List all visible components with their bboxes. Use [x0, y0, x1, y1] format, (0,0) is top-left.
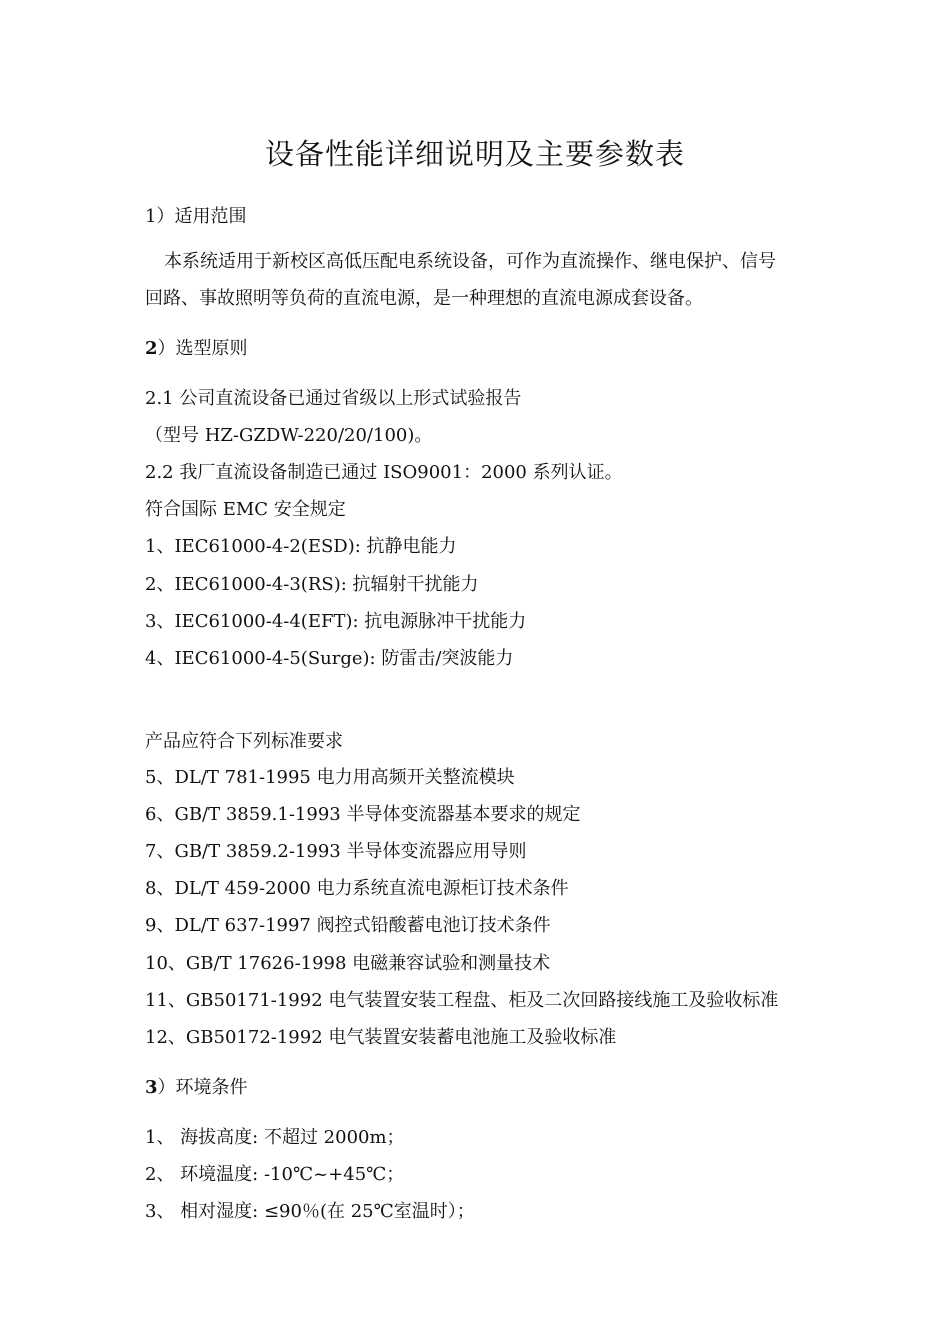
section2-line: 2.1 公司直流设备已通过省级以上形式试验报告	[145, 388, 522, 409]
standard-item: 8、DL/T 459-2000 电力系统直流电源柜订技术条件	[145, 878, 569, 899]
standard-item: 9、DL/T 637-1997 阀控式铅酸蓄电池订技术条件	[145, 915, 551, 936]
standard-item: 7、GB/T 3859.2-1993 半导体变流器应用导则	[145, 841, 527, 862]
environment-item: 2、 环境温度: -10℃~+45℃；	[145, 1164, 405, 1185]
standard-item: 12、GB50172-1992 电气装置安装蓄电池施工及验收标准	[145, 1027, 617, 1048]
section1-paragraph-line2: 回路、事故照明等负荷的直流电源，是一种理想的直流电源成套设备。	[145, 288, 703, 309]
section2-heading	[145, 337, 248, 361]
emc-item: 3、IEC61000-4-4(EFT): 抗电源脉冲干扰能力	[145, 611, 527, 632]
standard-item: 11、GB50171-1992 电气装置安装工程盘、柜及二次回路接线施工及验收标准	[145, 990, 779, 1011]
section2-heading-text: ）选型原则	[157, 338, 248, 359]
section3-heading	[145, 1076, 248, 1100]
section2-line: 2.2 我厂直流设备制造已通过 ISO9001：2000 系列认证。	[145, 462, 623, 483]
environment-item: 1、 海拔高度: 不超过 2000m；	[145, 1127, 405, 1148]
section1-paragraph-line1: 本系统适用于新校区高低压配电系统设备，可作为直流操作、继电保护、信号	[164, 251, 776, 272]
standard-item: 10、GB/T 17626-1998 电磁兼容试验和测量技术	[145, 953, 551, 974]
emc-item: 4、IEC61000-4-5(Surge): 防雷击/突波能力	[145, 648, 514, 669]
standard-item: 6、GB/T 3859.1-1993 半导体变流器基本要求的规定	[145, 804, 581, 825]
standards-heading: 产品应符合下列标准要求	[145, 731, 343, 752]
section2-line: （型号 HZ-GZDW-220/20/100)。	[145, 425, 433, 446]
section1-heading: 1）适用范围	[145, 206, 247, 227]
section3-heading-number: 3	[145, 1077, 158, 1098]
emc-item: 1、IEC61000-4-2(ESD): 抗静电能力	[145, 536, 457, 557]
document-title: 设备性能详细说明及主要参数表	[264, 137, 685, 171]
section3-heading-text: ）环境条件	[157, 1077, 248, 1098]
environment-item: 3、 相对湿度: ≤90％(在 25℃室温时）；	[145, 1201, 475, 1222]
section2-line: 符合国际 EMC 安全规定	[145, 499, 346, 520]
section2-heading-number: 2	[145, 338, 158, 359]
standard-item: 5、DL/T 781-1995 电力用高频开关整流模块	[145, 767, 515, 788]
emc-item: 2、IEC61000-4-3(RS): 抗辐射干扰能力	[145, 574, 479, 595]
